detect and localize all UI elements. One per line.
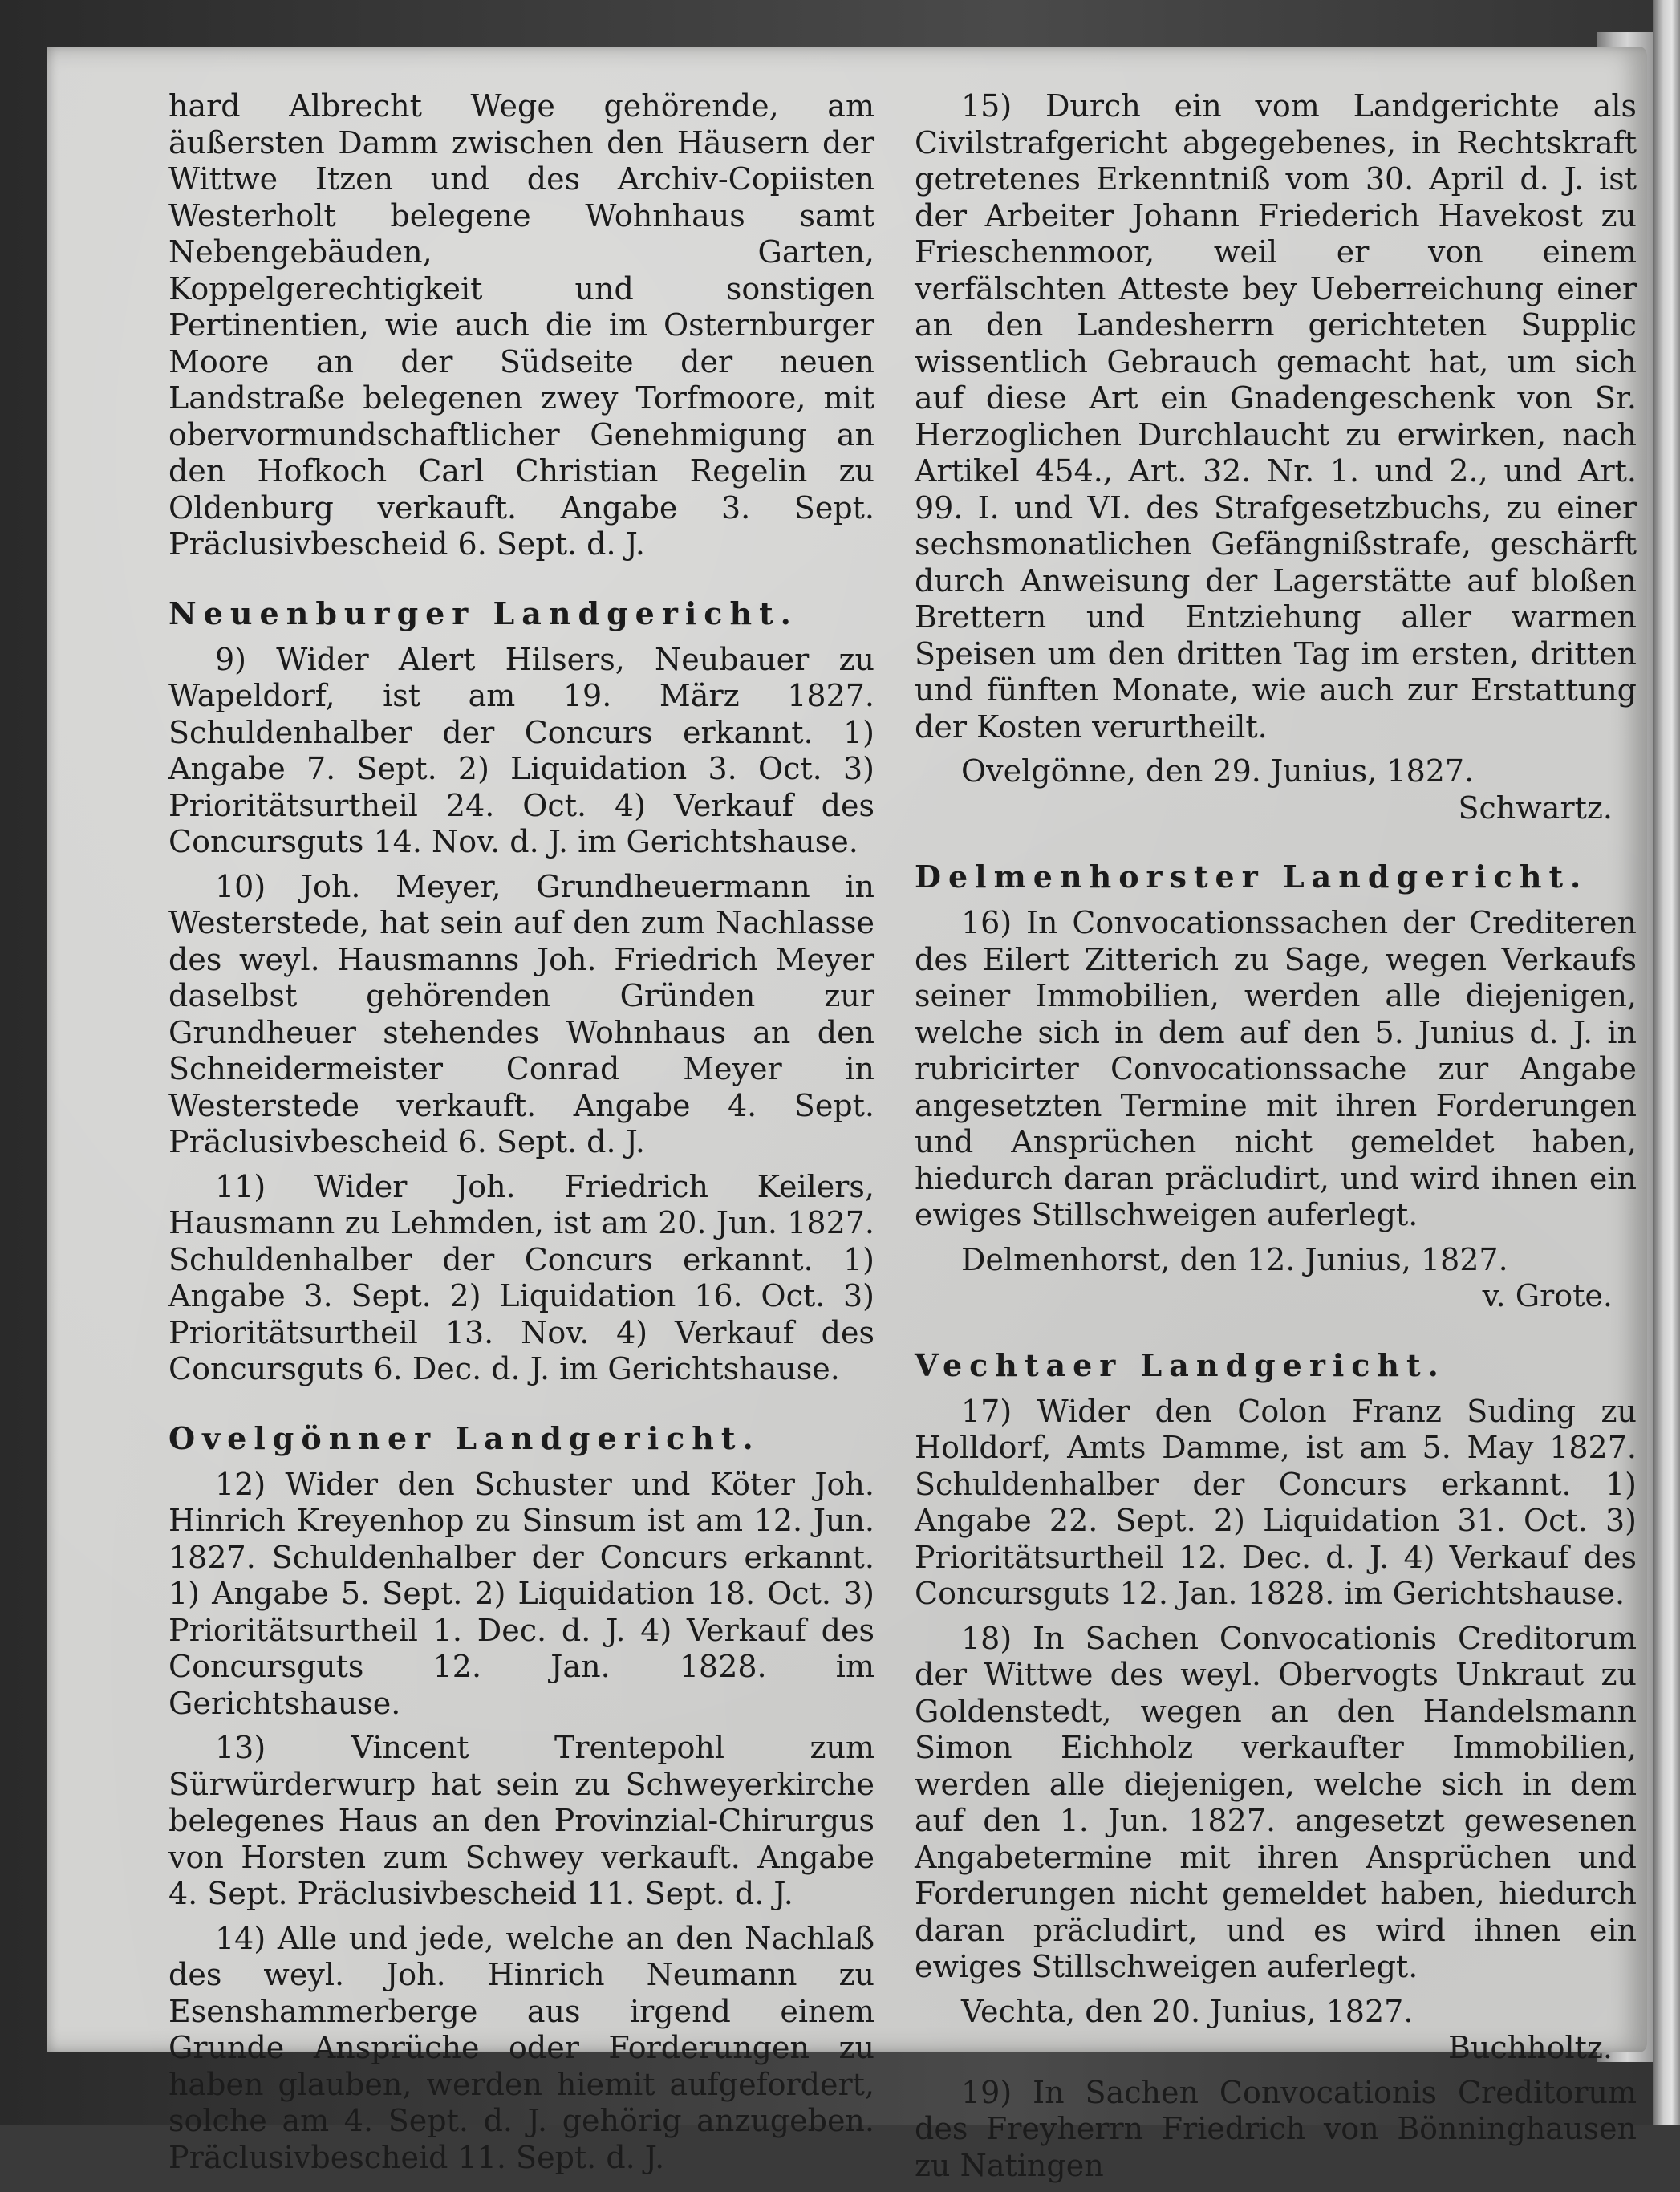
notice-15: 15) Durch ein vom Landgerichte als Civilstrafgericht abgegebenes, in Rechtskraft getretenes Erkenntniß vom 30. April d. J. ist der Arbeiter Johann Friederich Havekost zu Frieschenmoor, weil er von einem verfälschten Atteste bey Ueberreichung einer an den Landesherrn gerichteten Supplic wissentlich Gebrauch gemacht hat, um sich auf diese Art ein Gnadengeschenk von Sr. Herzoglichen Durchlaucht zu erwirken, nach Artikel 454., Art. 32. Nr. 1. und 2., und Art. 99. I. und VI. des Strafgesetzbuchs, zu einer sechsmonatlichen Gefängnißstrafe, geschärft durch Anweisung der Lagerstätte auf bloßen Brettern und Entziehung aller warmen Speisen um den dritten Tag im ersten, dritten und fünften Monate, wie auch zur Erstattung der Kosten verurtheilt. xyxy=(915,88,1637,745)
heading-delmenhorst: Delmenhorster Landgericht. xyxy=(915,859,1589,895)
notice-11: 11) Wider Joh. Friedrich Keilers, Hausmann zu Lehmden, ist am 20. Jun. 1827. Schuldenhalber der Concurs erkannt. 1) Angabe 3. Sept. 2) Liquidation 16. Oct. 3) Prioritätsurtheil 13. Nov. 4) Verkauf des Concursguts 6. Dec. d. J. im Gerichtshause. xyxy=(168,1168,874,1386)
right-column xyxy=(915,88,1637,2192)
left-column xyxy=(168,88,874,2184)
notice-12: 12) Wider den Schuster und Köter Joh. Hinrich Kreyenhop zu Sinsum ist am 12. Jun. 1827. Schuldenhalber der Concurs erkannt. 1) Angabe 5. Sept. 2) Liquidation 18. Oct. 3) Prioritätsurtheil 1. Dec. d. J. 4) Verkauf des Concursguts 12. Jan. 1828. im Gerichtshause. xyxy=(168,1466,874,1721)
heading-ovelgoenne: Ovelgönner Landgericht. xyxy=(168,1419,761,1456)
notice-18: 18) In Sachen Convocationis Creditorum der Wittwe des weyl. Obervogts Unkraut zu Goldenstedt, wegen an den Handelsmann Simon Eichholz verkaufter Immobilien, werden alle diejenigen, welche sich in dem auf den 1. Jun. 1827. angesetzt gewesenen Angabetermine mit ihren Ansprüchen und Forderungen nicht gemeldet haben, hiedurch daran präcludirt, und es wird ihnen ein ewiges Stillschweigen auferlegt. xyxy=(915,1620,1637,1984)
signature-ovelgoenne: Schwartz. xyxy=(1458,790,1613,826)
book-edge xyxy=(1653,0,1680,2125)
heading-neuenburg: Neuenburger Landgericht. xyxy=(168,595,798,631)
notice-13: 13) Vincent Trentepohl zum Sürwürderwurp hat sein zu Schweyerkirche belegenes Haus an den Provinzial-Chirurgus von Horsten zum Schwey verkauft. Angabe 4. Sept. Präclusivbescheid 11. Sept. d. J. xyxy=(168,1730,874,1911)
date-delmenhorst: Delmenhorst, den 12. Junius, 1827. xyxy=(961,1241,1508,1277)
heading-vechta: Vechtaer Landgericht. xyxy=(915,1346,1446,1383)
notice-10: 10) Joh. Meyer, Grundheuermann in Westerstede, hat sein auf den zum Nachlasse des weyl. Hausmanns Joh. Friedrich Meyer daselbst gehörenden Gründen zur Grundheuer stehendes Wohnhaus an den Schneidermeister Conrad Meyer in Westerstede verkauft. Angabe 4. Sept. Präclusivbescheid 6. Sept. d. J. xyxy=(168,868,874,1159)
date-ovelgoenne: Ovelgönne, den 29. Junius, 1827. xyxy=(961,753,1475,789)
date-vechta: Vechta, den 20. Junius, 1827. xyxy=(961,1993,1414,2029)
signature-vechta: Buchholtz. xyxy=(1447,2030,1613,2065)
intro-paragraph: hard Albrecht Wege gehörende, am äußersten Damm zwischen den Häusern der Wittwe Itzen und des Archiv-Copiisten Westerholt belegene Wohnhaus samt Nebengebäuden, Garten, Koppelgerechtigkeit und sonstigen Pertinentien, wie auch die im Osternburger Moore an der Südseite der neuen Landstraße belegenen zwey Torfmoore, mit obervormundschaftlicher Genehmigung an den Hofkoch Carl Christian Regelin zu Oldenburg verkauft. Angabe 3. Sept. Präclusivbescheid 6. Sept. d. J. xyxy=(168,88,874,562)
notice-17: 17) Wider den Colon Franz Suding zu Holldorf, Amts Damme, ist am 5. May 1827. Schuldenhalber der Concurs erkannt. 1) Angabe 22. Sept. 2) Liquidation 31. Oct. 3) Prioritätsurtheil 12. Dec. d. J. 4) Verkauf des Concursguts 12. Jan. 1828. im Gerichtshause. xyxy=(915,1393,1637,1611)
notice-14: 14) Alle und jede, welche an den Nachlaß des weyl. Joh. Hinrich Neumann zu Esenshammerberge aus irgend einem Grunde Ansprüche oder Forderungen zu haben glauben, werden hiemit aufgefordert, solche am 4. Sept. d. J. gehörig anzugeben. Präclusivbescheid 11. Sept. d. J. xyxy=(168,1920,874,2175)
notice-19: 19) In Sachen Convocationis Creditorum des Freyherrn Friedrich von Bönninghausen zu Natingen xyxy=(915,2074,1637,2183)
notice-9: 9) Wider Alert Hilsers, Neubauer zu Wapeldorf, ist am 19. März 1827. Schuldenhalber der Concurs erkannt. 1) Angabe 7. Sept. 2) Liquidation 3. Oct. 3) Prioritätsurtheil 24. Oct. 4) Verkauf des Concursguts 14. Nov. d. J. im Gerichtshause. xyxy=(168,641,874,859)
notice-16: 16) In Convocationssachen der Crediteren des Eilert Zitterich zu Sage, wegen Verkaufs seiner Immobilien, werden alle diejenigen, welche sich in dem auf den 5. Junius d. J. in rubricirter Convocationssache zur Angabe angesetzten Termine mit ihren Forderungen und Ansprüchen nicht gemeldet haben, hiedurch daran präcludirt, und wird ihnen ein ewiges Stillschweigen auferlegt. xyxy=(915,905,1637,1232)
signature-delmenhorst: v. Grote. xyxy=(1482,1278,1613,1313)
